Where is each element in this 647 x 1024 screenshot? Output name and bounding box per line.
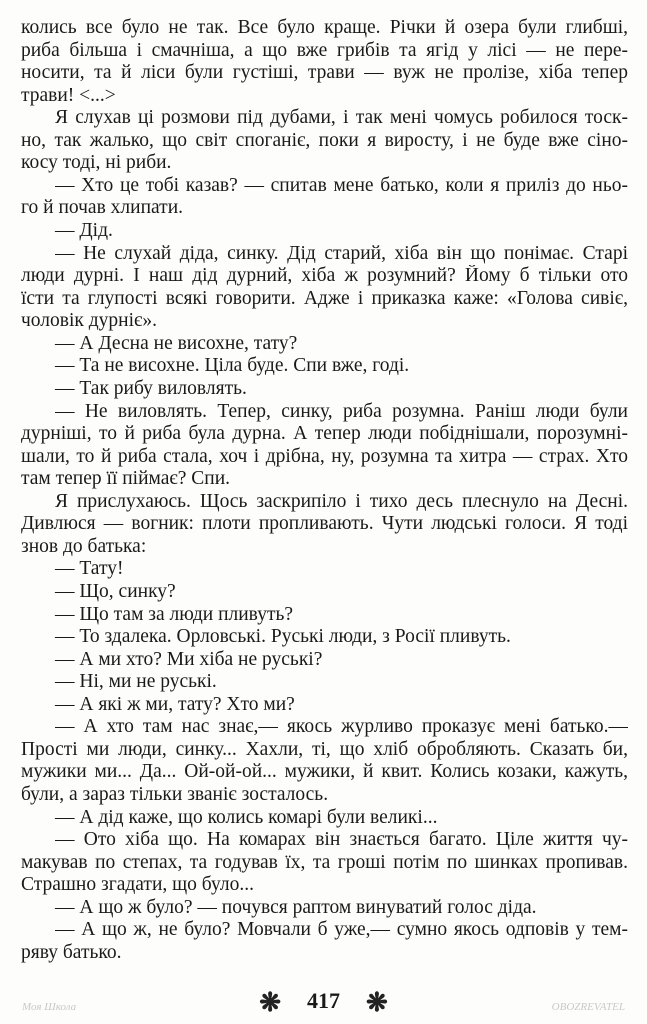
- text-line: — Дід.: [55, 220, 113, 242]
- text-line: знов до батька:: [21, 535, 147, 557]
- text-line: були, а зараз тільки званіє зосталось.: [21, 784, 329, 806]
- ornament-left-icon: ❋: [259, 988, 281, 1017]
- text-line: — А хто там нас знає,— якось журливо проказує мені батько.—: [55, 716, 628, 738]
- text-line: колись все було не так. Все було краще. Річки й озера були глибші,: [21, 17, 628, 38]
- text-line: Дивлюся — вогник: плоти пропливають. Чути людські голоси. Я тоді: [21, 513, 628, 535]
- text-line: ряву батько.: [21, 941, 122, 963]
- text-line: їсти та глупості всякі говорити. Адже і приказка каже: «Голова сивіє,: [21, 287, 628, 309]
- text-line: — Та не висохне. Ціла буде. Спи вже, годі.: [55, 355, 410, 377]
- text-line: — А дід каже, що колись комарі були великі...: [55, 806, 438, 828]
- text-line: дурніші, то й риба була дурна. А тепер люди побіднішали, порозумні-: [21, 423, 628, 445]
- text-line: — Хто це тобі казав? — спитав мене батько, коли я приліз до ньо-: [55, 174, 628, 196]
- text-line: мужики ми... Да... Ой-ой-ой... мужики, й квит. Колись козаки, кажуть,: [21, 761, 628, 783]
- text-line: — А що ж, не було? Мовчали б уже,— сумно якось одповів у тем-: [55, 919, 628, 941]
- text-line: макував по степах, та годував їх, та гроші потім по шинках пропивав.: [21, 851, 628, 873]
- watermark-moya-shkola: Моя Школа: [22, 1001, 77, 1013]
- page-number: 417: [307, 988, 340, 1014]
- text-line: — Так рибу виловлять.: [55, 377, 247, 399]
- page-footer: [0, 988, 647, 1018]
- text-line: шали, то й риба стала, хоч і дрібна, ну, розумна та хитра — страх. Хто: [21, 445, 628, 467]
- text-line: косу тоді, ні риби.: [21, 152, 172, 174]
- text-line: трави! <...>: [21, 84, 116, 106]
- text-line: — А що ж було? — почувся раптом винуватий голос діда.: [55, 896, 537, 918]
- text-line: — Що, синку?: [55, 581, 176, 602]
- text-line: Я прислухаюсь. Щось заскрипіло і тихо десь плеснуло на Десні.: [55, 490, 628, 512]
- text-line: Я слухав ці розмови під дубами, і так мені чомусь робилося тоск-: [55, 107, 628, 129]
- text-line: — Ні, ми не руські.: [55, 671, 217, 693]
- text-line: — Тату!: [55, 558, 124, 580]
- text-line: — А ми хто? Ми хіба не руські?: [55, 648, 323, 670]
- ornament-right-icon: ❋: [366, 988, 388, 1017]
- text-line: но, так жалько, що світ споганіє, поки я виросту, і не буде вже сіно-: [21, 129, 628, 151]
- text-line: носити, та й ліси були густіші, трави — вуж не пролізе, хіба тепер: [21, 62, 628, 84]
- text-line: чоловік дурніє».: [21, 310, 158, 332]
- text-line: — Що там за люди пливуть?: [55, 603, 294, 625]
- text-line: — А які ж ми, тату? Хто ми?: [55, 693, 295, 715]
- watermark-obozrevatel: OBOZREVATEL: [551, 1001, 625, 1013]
- text-line: го й почав хлипати.: [21, 197, 184, 219]
- text-line: — Не виловлять. Тепер, синку, риба розумна. Раніш люди були: [55, 400, 628, 422]
- text-line: люди дурні. І наш дід дурний, хіба ж розумний? Йому б тільки ото: [21, 265, 628, 287]
- text-line: — То здалека. Орловські. Руські люди, з Росії пливуть.: [55, 626, 511, 648]
- text-line: Прості ми люди, синку... Хахли, ті, що хліб обробляють. Сказать би,: [21, 738, 628, 760]
- text-line: риба більша і смачніша, а що вже грибів та ягід у лісі — не пере-: [21, 39, 628, 61]
- text-line: там тепер її піймає? Спи.: [21, 468, 231, 490]
- text-line: — Ото хіба що. На комарах він знається багато. Ціле життя чу-: [55, 829, 628, 851]
- text-line: — Не слухай діда, синку. Дід старий, хіба він що понімає. Старі: [55, 242, 628, 264]
- text-line: Страшно згадати, що було...: [21, 874, 254, 896]
- text-line: — А Десна не висохне, тату?: [55, 332, 298, 354]
